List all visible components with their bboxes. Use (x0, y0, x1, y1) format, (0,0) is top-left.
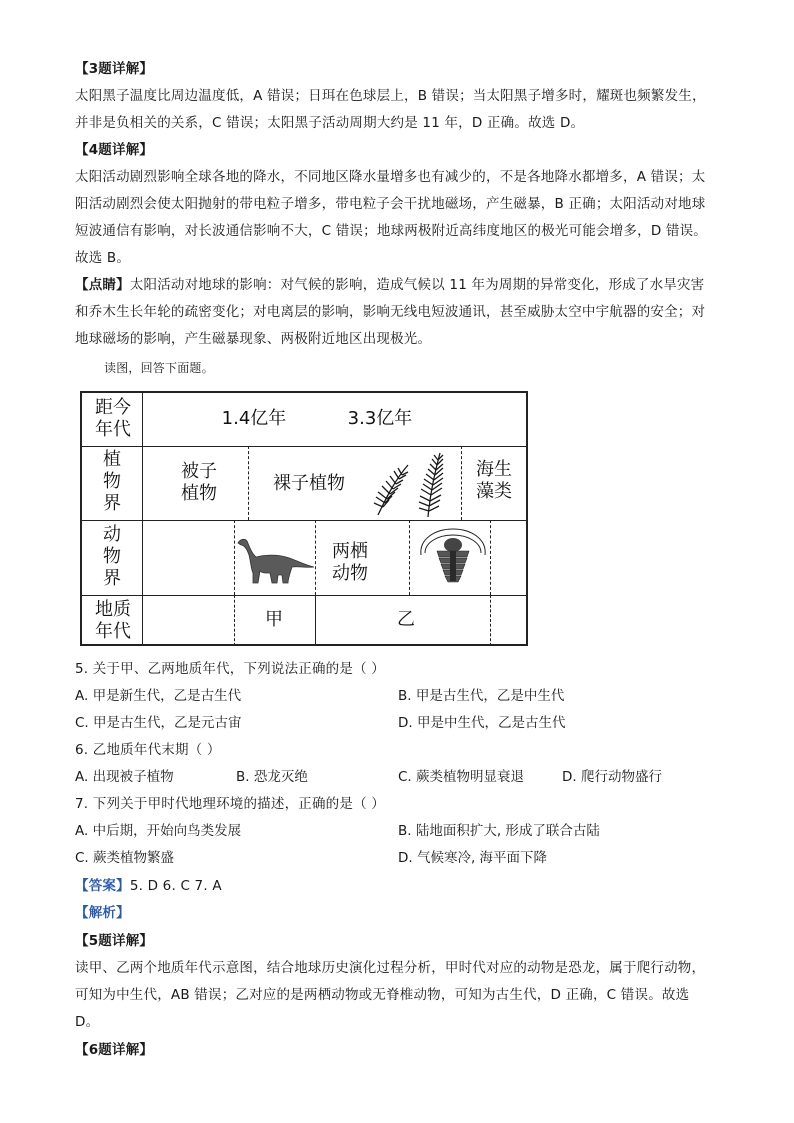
instruction-text: 读图，回答下面题。 (104, 361, 214, 375)
q6-option-d: D. 爬行动物盛行 (562, 769, 662, 785)
q6-stem: 6. 乙地质年代末期（ ） (75, 742, 221, 758)
answer-line (75, 873, 725, 900)
tip-label: 【点睛】 (75, 277, 130, 293)
tip-text-1: 太阳活动对地球的影响：对气候的影响，造成气候以 11 年为周期的异常变化，形成了水旱灾害 (129, 277, 705, 293)
plant-gymnosperm: 裸子植物 (273, 473, 345, 494)
q6-option-c: C. 蕨类植物明显衰退 (398, 769, 525, 785)
table-divider (82, 446, 526, 447)
row-header-era: 地质 年代 (95, 599, 131, 642)
answer-text: 5. D 6. C 7. A (129, 878, 222, 894)
table-divider (82, 520, 526, 521)
q4-line-3: 短波通信有影响，对长波通信影响不大，C 错误；地球两极附近高纬度地区的极光可能会增多，D 错误。 (75, 223, 708, 239)
q7-stem: 7. 下列关于甲时代地理环境的描述，正确的是（ ） (75, 796, 385, 812)
answer-label: 【答案】 (75, 878, 130, 894)
table-divider (315, 595, 316, 646)
table-dashed-divider (248, 446, 249, 520)
q5-option-a: A. 甲是新生代，乙是古生代 (75, 688, 242, 704)
dinosaur-image (234, 533, 316, 585)
q5-heading: 【5题详解】 (75, 933, 154, 949)
analysis-label: 【解析】 (75, 905, 130, 921)
q5-line-3: D。 (75, 1014, 100, 1030)
table-dashed-divider (490, 595, 491, 646)
tip-line-1 (75, 272, 725, 299)
q7-option-d: D. 气候寒冷, 海平面下降 (398, 850, 548, 866)
table-dashed-divider (234, 595, 235, 646)
geologic-time-table (80, 391, 528, 646)
q4-line-1: 太阳活动剧烈影响全球各地的降水，不同地区降水量增多也有减少的，不是各地降水都增多，A 错误；太 (75, 169, 706, 185)
q5-stem: 5. 关于甲、乙两地质年代，下列说法正确的是（ ） (75, 661, 385, 677)
table-dashed-divider (409, 520, 410, 595)
q7-option-c: C. 蕨类植物繁盛 (75, 850, 175, 866)
q4-heading: 【4题详解】 (75, 142, 154, 158)
time-label-2: 3.3亿年 (347, 408, 413, 429)
q5-option-b: B. 甲是古生代，乙是中生代 (398, 688, 565, 704)
tip-line-2: 和乔木生长年轮的疏密变化；对电离层的影响，影响无线电短波通讯，甚至威胁太空中宇航器的安全；对 (75, 304, 706, 320)
fern-image (368, 449, 460, 519)
animal-amphibian: 两栖 动物 (332, 541, 368, 584)
q4-line-4: 故选 B。 (75, 250, 131, 266)
q5-line-1: 读甲、乙两个地质年代示意图，结合地球历史演化过程分析，甲时代对应的动物是恐龙，属于爬行动物， (75, 960, 706, 976)
plant-marine-algae: 海生 藻类 (476, 459, 512, 502)
row-header-time: 距今 年代 (95, 397, 131, 440)
q7-option-a: A. 中后期，开始向鸟类发展 (75, 823, 242, 839)
row-header-plants: 植 物 界 (103, 449, 121, 514)
table-divider (142, 393, 143, 644)
q5-option-c: C. 甲是古生代，乙是元古宙 (75, 715, 242, 731)
q6-option-b: B. 恐龙灭绝 (236, 769, 308, 785)
q6-heading: 【6题详解】 (75, 1042, 154, 1058)
q6-option-a: A. 出现被子植物 (75, 769, 174, 785)
table-divider (82, 595, 526, 596)
table-dashed-divider (461, 446, 462, 520)
q5-line-2: 可知为中生代，AB 错误；乙对应的是两栖动物或无脊椎动物，可知为古生代，D 正确，C 错误。故选 (75, 987, 690, 1003)
trilobite-image (415, 525, 491, 589)
era-jia: 甲 (265, 609, 283, 630)
q4-line-2: 阳活动剧烈会使太阳抛射的带电粒子增多，带电粒子会干扰地磁场，产生磁暴，B 正确；太阳活动对地球 (75, 196, 706, 212)
q3-line-1: 太阳黑子温度比周边温度低，A 错误；日珥在色球层上，B 错误；当太阳黑子增多时，耀斑也频繁发生， (75, 88, 706, 104)
q7-option-b: B. 陆地面积扩大, 形成了联合古陆 (398, 823, 600, 839)
q3-heading: 【3题详解】 (75, 61, 154, 77)
tip-line-3: 地球磁场的影响，产生磁暴现象、两极附近地区出现极光。 (75, 331, 432, 347)
era-yi: 乙 (397, 609, 415, 630)
q3-line-2: 并非是负相关的关系，C 错误；太阳黑子活动周期大约是 11 年，D 正确。故选 D。 (75, 115, 585, 131)
plant-angiosperm: 被子 植物 (181, 461, 217, 504)
q5-option-d: D. 甲是中生代，乙是古生代 (398, 715, 566, 731)
time-label-1: 1.4亿年 (221, 408, 287, 429)
row-header-animals: 动 物 界 (103, 524, 121, 589)
